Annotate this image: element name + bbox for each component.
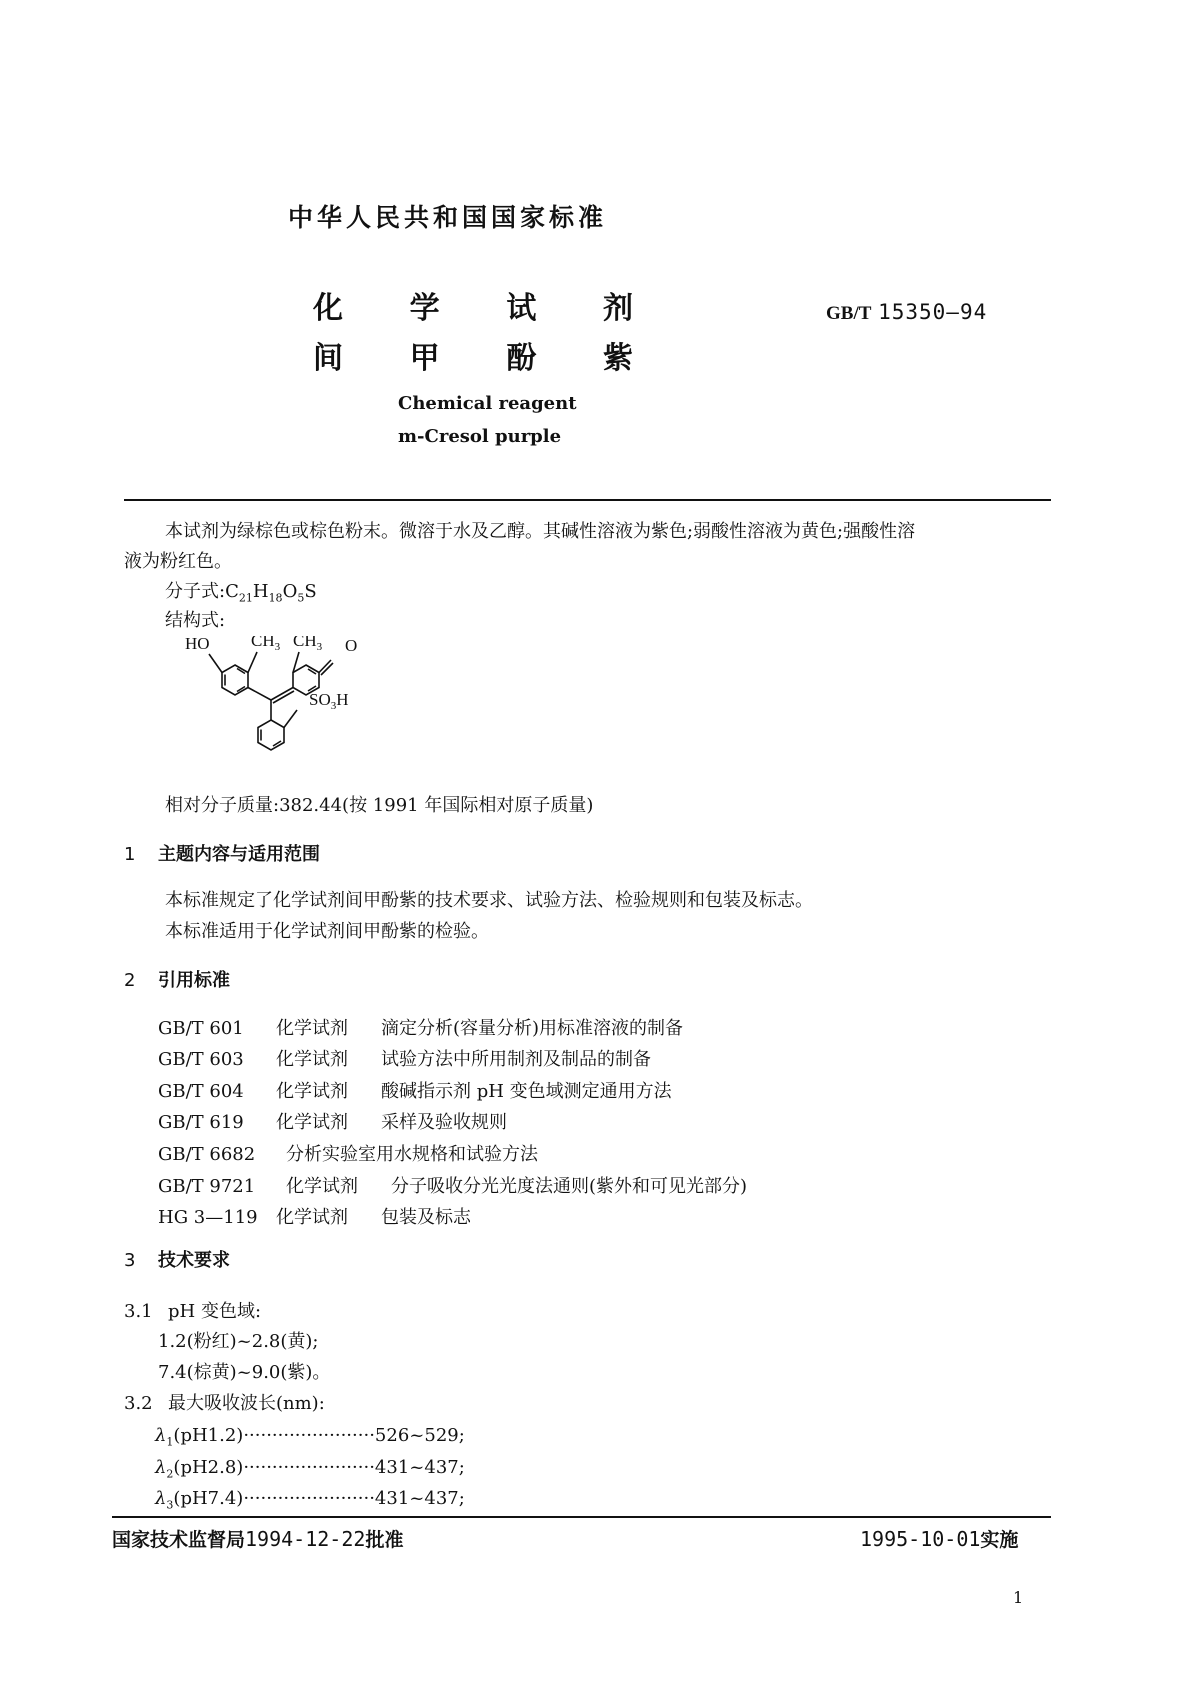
reference-item xyxy=(158,1175,747,1199)
title-char: 试 xyxy=(506,291,537,326)
wavelength-row xyxy=(155,1456,465,1487)
reference-item xyxy=(158,1206,471,1230)
reference-item xyxy=(158,1017,683,1041)
bottom-benzene-ring xyxy=(258,720,284,750)
chinese-title-line-2 xyxy=(313,333,633,377)
lambda-subscript: 2 xyxy=(166,1467,174,1481)
page-number: 1 xyxy=(1013,1588,1024,1607)
standard-number xyxy=(826,300,987,325)
reference-title: 分析实验室用水规格和试验方法 xyxy=(286,1144,538,1165)
title-char: 甲 xyxy=(409,341,440,376)
wavelength-row xyxy=(155,1487,465,1518)
hydroxyl-label: HO xyxy=(185,636,210,653)
dot-leader: ······················· xyxy=(243,1488,375,1509)
standard-code-prefix: GB/T xyxy=(826,303,872,324)
reference-item xyxy=(158,1111,507,1135)
reference-code: GB/T 6682 xyxy=(158,1144,256,1165)
methyl-label-right: $CH_3$ xyxy=(293,636,323,653)
implementation-suffix: 实施 xyxy=(980,1529,1019,1551)
dot-leader: ······················· xyxy=(243,1457,375,1478)
formula-element: S xyxy=(304,581,317,602)
formula-subscript: 21 xyxy=(238,591,253,605)
reference-code: GB/T 601 xyxy=(158,1018,244,1039)
sulfonic-acid-label: $SO_3H$ xyxy=(309,690,349,712)
section-title: 技术要求 xyxy=(158,1250,230,1271)
approval-date: 1994-12-22 xyxy=(245,1527,366,1551)
reference-title: 酸碱指示剂 pH 变色域测定通用方法 xyxy=(381,1081,672,1102)
left-benzene-ring xyxy=(222,665,248,695)
title-char: 剂 xyxy=(602,291,633,326)
implementation-date: 1995-10-01 xyxy=(860,1527,981,1551)
methyl-label-left: $CH_3$ xyxy=(251,636,281,653)
reference-category: 化学试剂 xyxy=(286,1176,358,1197)
wavelength-range: 431~437; xyxy=(374,1488,465,1509)
wavelength-condition: (pH7.4) xyxy=(173,1488,244,1509)
section-2-heading xyxy=(124,966,230,992)
title-char: 酚 xyxy=(506,341,537,376)
approval-suffix: 批准 xyxy=(365,1529,404,1551)
wavelength-condition: (pH1.2) xyxy=(173,1425,244,1446)
section-number: 3 xyxy=(124,1250,136,1271)
scope-text-line-1: 本标准规定了化学试剂间甲酚紫的技术要求、试验方法、检验规则和包装及标志。 xyxy=(165,890,813,911)
wavelength-condition: (pH2.8) xyxy=(173,1457,244,1478)
reference-code: GB/T 604 xyxy=(158,1081,244,1102)
formula-subscript: 5 xyxy=(297,591,305,605)
reference-title: 采样及验收规则 xyxy=(381,1112,507,1133)
reference-code: GB/T 619 xyxy=(158,1112,244,1133)
approval-organization: 国家技术监督局 xyxy=(112,1529,246,1551)
molecular-formula xyxy=(165,580,317,611)
structure-label: 结构式: xyxy=(165,610,226,631)
reference-title: 滴定分析(容量分析)用标准溶液的制备 xyxy=(381,1018,684,1039)
reference-item xyxy=(158,1080,672,1104)
intro-text-line-2: 液为粉红色。 xyxy=(124,551,232,572)
subsection-3-1 xyxy=(124,1300,261,1324)
standard-code-number: 15350—94 xyxy=(878,300,988,324)
relative-molecular-mass: 相对分子质量:382.44(按 1991 年国际相对原子质量) xyxy=(165,795,594,816)
subsection-number: 3.2 xyxy=(124,1393,153,1414)
reference-category: 化学试剂 xyxy=(276,1018,348,1039)
section-number: 2 xyxy=(124,970,136,991)
reference-code: GB/T 9721 xyxy=(158,1176,256,1197)
dot-leader: ······················· xyxy=(243,1425,375,1446)
implementation-note xyxy=(860,1525,1018,1552)
chinese-title-line-1 xyxy=(313,283,633,327)
reference-category: 化学试剂 xyxy=(276,1112,348,1133)
national-standard-title: 中华人民共和国国家标准 xyxy=(288,203,608,232)
reference-title: 分子吸收分光光度法通则(紫外和可见光部分) xyxy=(391,1176,748,1197)
reference-category: 化学试剂 xyxy=(276,1081,348,1102)
reference-item xyxy=(158,1048,651,1072)
reference-category: 化学试剂 xyxy=(276,1207,348,1228)
lambda-symbol: λ xyxy=(155,1488,167,1509)
title-char: 化 xyxy=(313,291,343,326)
lambda-symbol: λ xyxy=(155,1425,167,1446)
ph-range-acid: 1.2(粉红)~2.8(黄); xyxy=(158,1331,319,1352)
formula-element: O xyxy=(282,581,298,602)
subsection-title: 最大吸收波长(nm): xyxy=(168,1393,325,1414)
intro-text-line-1: 本试剂为绿棕色或棕色粉末。微溶于水及乙醇。其碱性溶液为紫色;弱酸性溶液为黄色;强酸性溶 xyxy=(165,521,916,542)
title-char: 学 xyxy=(409,291,440,326)
subsection-title: pH 变色域: xyxy=(168,1301,262,1322)
wavelength-range: 526~529; xyxy=(374,1425,465,1446)
english-title-line-2: m-Cresol purple xyxy=(398,426,562,447)
section-title: 引用标准 xyxy=(158,970,230,991)
wavelength-range: 431~437; xyxy=(374,1457,465,1478)
ph-range-base: 7.4(棕黄)~9.0(紫)。 xyxy=(158,1362,331,1383)
approval-note xyxy=(112,1525,403,1552)
oxo-label: O xyxy=(345,636,358,655)
title-char: 紫 xyxy=(602,341,633,376)
formula-element: H xyxy=(252,581,269,602)
formula-label: 分子式: xyxy=(165,581,226,602)
section-1-heading xyxy=(124,840,320,866)
section-3-heading xyxy=(124,1246,230,1272)
wavelength-row xyxy=(155,1424,465,1455)
reference-code: HG 3—119 xyxy=(158,1207,258,1228)
scope-text-line-2: 本标准适用于化学试剂间甲酚紫的检验。 xyxy=(165,921,489,942)
section-number: 1 xyxy=(124,844,136,865)
lambda-subscript: 3 xyxy=(166,1498,174,1512)
lambda-subscript: 1 xyxy=(166,1435,174,1449)
reference-item xyxy=(158,1143,538,1167)
reference-code: GB/T 603 xyxy=(158,1049,244,1070)
english-title-line-1: Chemical reagent xyxy=(398,393,577,414)
header-divider xyxy=(124,499,1051,501)
subsection-number: 3.1 xyxy=(124,1301,153,1322)
title-char: 间 xyxy=(313,341,343,376)
lambda-symbol: λ xyxy=(155,1457,167,1478)
structural-formula-diagram xyxy=(185,636,405,796)
reference-title: 包装及标志 xyxy=(381,1207,471,1228)
section-title: 主题内容与适用范围 xyxy=(158,844,320,865)
footer-divider xyxy=(112,1516,1051,1518)
reference-title: 试验方法中所用制剂及制品的制备 xyxy=(381,1049,651,1070)
reference-category: 化学试剂 xyxy=(276,1049,348,1070)
subsection-3-2 xyxy=(124,1392,325,1416)
formula-subscript: 18 xyxy=(268,591,283,605)
formula-element: C xyxy=(225,581,239,602)
